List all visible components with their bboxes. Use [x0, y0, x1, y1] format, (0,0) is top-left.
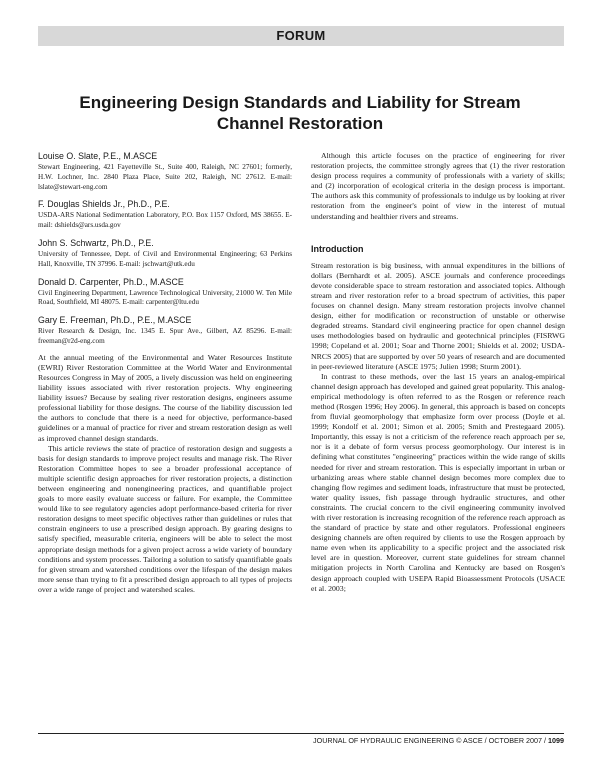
title-line-2: Channel Restoration	[216, 114, 384, 133]
forum-banner: FORUM	[38, 26, 564, 46]
author-affiliation: University of Tennessee, Dept. of Civil and Environmental Engineering; 63 Perkins Hall, Knoxville, TN 37996. E-mail: jschwart@utk.edu	[38, 249, 292, 268]
author-affiliation: River Research & Design, Inc. 1345 E. Spur Ave., Gilbert, AZ 85296. E-mail: freeman@r2d-eng.com	[38, 327, 292, 345]
body-paragraph: In contrast to these methods, over the last 15 years an analog-empirical channel design approach has developed and gained great popularity. This analog-empirical methodology is often referred to as the Rosgen or reference reach method (Rosgen 1996; Hey 2006). In general, this approach is based on concepts from fluvial geomorphology that emphasize form over process (Doyle et al. 1999; Kondolf et al. 2001; Simon et al. 2005; Smith and Prestegaard 2005). Importantly, this essay is not a criticism of the reference reach approach per se, nor is it a debate of form versus process geomorphology. Our interest is in defining what constitutes "engineering" practices within the wide range of skills needed for river and stream restoration. This is especially important in urban or urbanizing areas where stable channel design becomes more complex due to changing flow regimes and sediment loads, infrastructure that must be protected, water quality issues, fish passage through hydraulic structures, and other constraints. The crucial concern to the civil engineering community involved with river restoration is increasing recognition of the reference reach approach as the standard of practice by state and other regulators. Professional engineers designing channels are often required by clients to use the Rosgen approach by name even when its applicability to a specific project and the associated risk level are in question. Moreover, current state guidelines for stream channel mitigation projects in North Carolina and Kentucky are based on Rosgen's design approach coupled with USEPA Rapid Bioassessment Protocols (USACE et al. 2003;	[311, 371, 565, 593]
author-block	[38, 276, 292, 309]
author-block	[38, 198, 292, 231]
section-heading: Introduction	[311, 243, 364, 254]
intro-paragraph: Although this article focuses on the practice of engineering for river restoration projects, the committee strongly agrees that (1) the river restoration design process requires a community of professionals with a variety of skills; and (2) incorporation of ecological criteria in the design process is important. The authors ask this community of professionals to indulge us by looking at river restoration from the engineer's point of view in the interest of mutual understanding and healthier rivers and streams.	[311, 151, 565, 221]
page-number: 1099	[548, 736, 564, 745]
right-column	[311, 151, 565, 594]
body-paragraph: Stream restoration is big business, with annual expenditures in the billions of dollars (Bernhardt et al. 2005). ASCE journals and conference proceedings devote considerable space to stream restoration and associated topics. Although stream and river restoration refer to a broad spectrum of activities, this paper focuses on channel design. Many stream restoration projects involve channel design, either for modification or reconstruction of unstable or otherwise degraded streams. Standard civil engineering practice for open channel design uses methodologies based on hydraulic and geotechnical principles (FISRWG 1998; Copeland et al. 2001; Soar and Thorne 2001; Shields et al. 2002; USDA-NRCS 2005) that are supported by over 50 years of research and are documented in peer-reviewed literature (ASCE 1975; Julien 1998; Sturm 2001).	[311, 260, 565, 371]
article-title	[40, 92, 560, 134]
author-name: F. Douglas Shields Jr., Ph.D., P.E.	[38, 199, 170, 210]
page-footer	[38, 733, 564, 756]
author-affiliation: Civil Engineering Department, Lawrence Technological University, 21000 W. Ten Mile Road, Southfield, MI 48075. E-mail: carpenter@ltu.edu	[38, 288, 292, 307]
left-column	[38, 150, 292, 595]
author-block	[38, 314, 292, 347]
author-block	[38, 237, 292, 270]
journal-citation: JOURNAL OF HYDRAULIC ENGINEERING © ASCE / OCTOBER 2007 /	[313, 736, 548, 745]
author-name: Louise O. Slate, P.E., M.ASCE	[38, 151, 158, 161]
author-name: Donald D. Carpenter, Ph.D., M.ASCE	[38, 276, 184, 287]
body-paragraph: At the annual meeting of the Environmental and Water Resources Institute (EWRI) River Restoration Committee at the World Water and Environmental Resources Congress in May of 2005, a lively discussion was held on engineering liability issues associated with river restoration projects. Why engineering liability issues? Because by sealing river restoration designs, engineers assume professional liability for those designs. The course of the liability discussion led the authors to conclude that there is a need for objective, performance-based guidelines or a manual of practice for river and stream restoration design as well as improved channel design standards.	[38, 352, 292, 443]
body-paragraph: This article reviews the state of practice of restoration design and suggests a basis for design standards to improve project results and manage risk. The River Restoration Committee hopes to see a broader professional acceptance of multiple scientific design approaches for river restoration projects, a distinction between engineering and nonengineering practices, and quantifiable project goals to more easily evaluate success or failure. For example, the Committee would like to see regulatory agencies adopt performance-based criteria for river restoration designs to meet specific objectives rather than guidelines or rules that constrain engineers to use a prescribed design approach. By gearing designs to satisfy specified, measurable criteria, engineers will be able to select the most appropriate design methods for a given project across a wide variety of boundary conditions and system processes. Tailoring a solution to satisfy quantifiable goals for given stream and watershed conditions over the lifespan of the design makes more sense than trying to fit a prescribed design approach to all types of projects over a wide range of project and watershed scales.	[38, 443, 292, 594]
author-block	[38, 150, 292, 192]
author-affiliation: USDA-ARS National Sedimentation Laboratory, P.O. Box 1157 Oxford, MS 38655. E-mail: dshields@ars.usda.gov	[38, 211, 292, 230]
title-line-1: Engineering Design Standards and Liability for Stream	[79, 93, 521, 112]
author-affiliation: Stewart Engineering, 421 Fayetteville St., Suite 400, Raleigh, NC 27601; formerly, H.W. Lochner, Inc. 2840 Plaza Place, Suite 202, Raleigh, NC 27612. E-mail: lslate@stewart-eng.com	[38, 163, 292, 191]
author-name: John S. Schwartz, Ph.D., P.E.	[38, 237, 154, 248]
author-name: Gary E. Freeman, Ph.D., P.E., M.ASCE	[38, 315, 192, 326]
